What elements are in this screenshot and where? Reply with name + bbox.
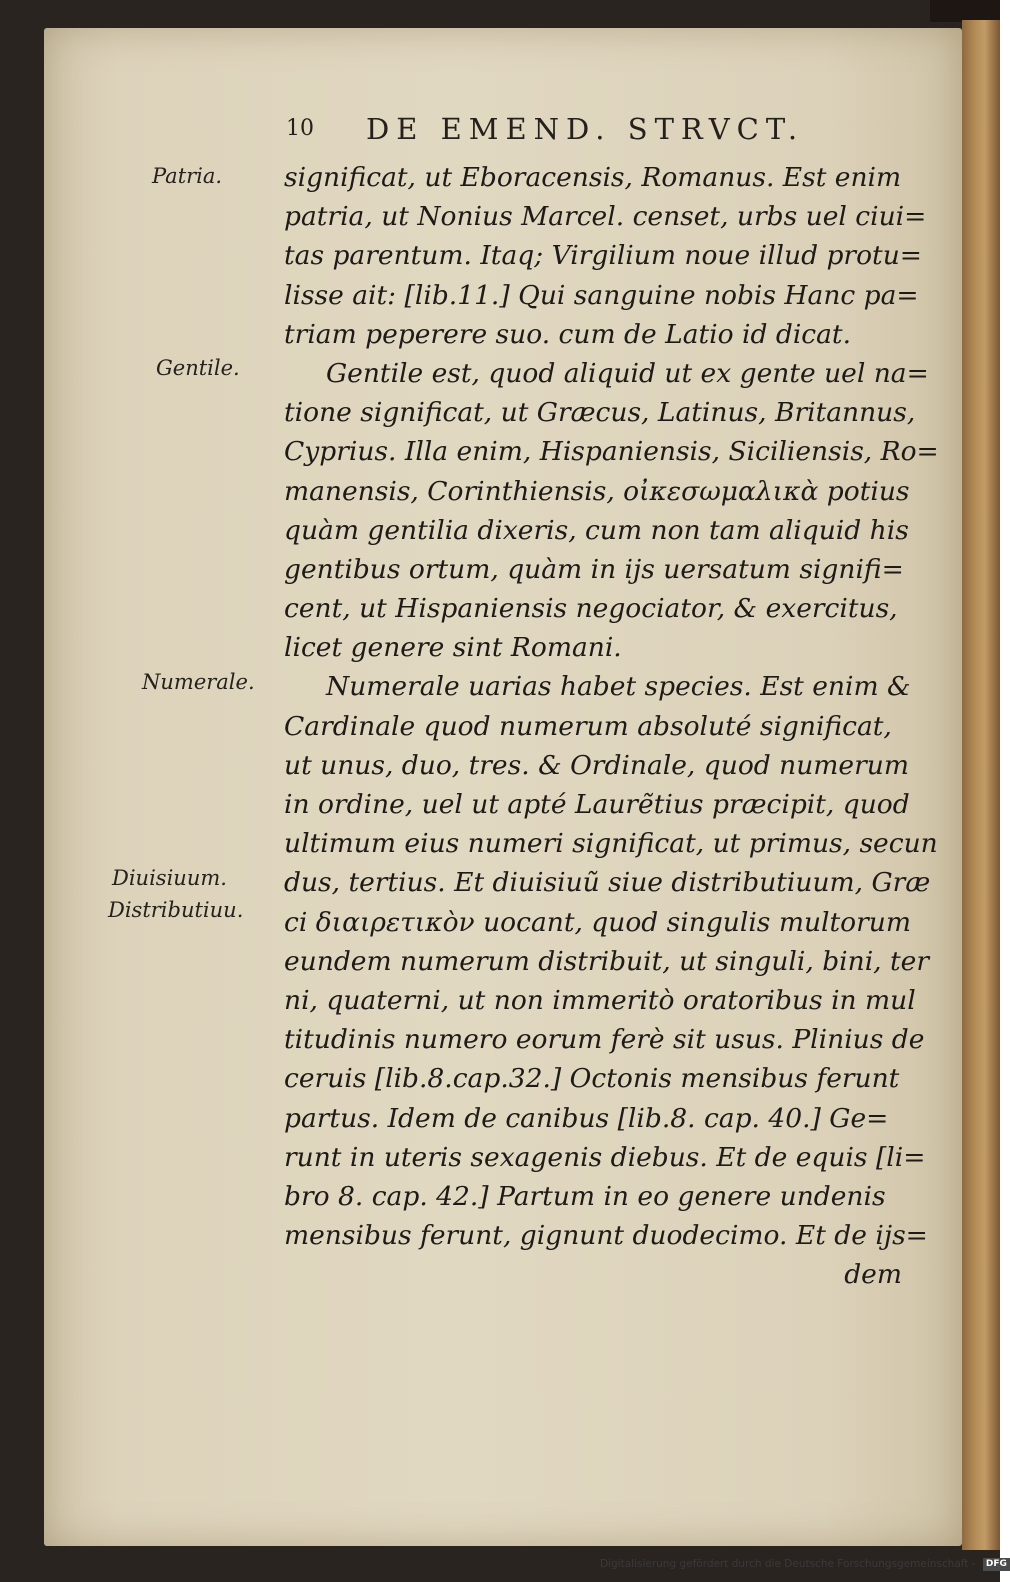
credit-text: Digitalisierung gefördert durch die Deutsche Forschungsgemeinschaft - — [600, 1558, 976, 1570]
text-line: bro 8. cap. 42.] Partum in eo genere undenis — [284, 1180, 886, 1212]
text-line: titudinis numero eorum ferè sit usus. Plinius de — [284, 1024, 925, 1056]
text-line: gentibus ortum, quàm in ijs uersatum signifi= — [284, 553, 904, 585]
book-page-edges — [962, 20, 1000, 1550]
margin-note-gentile: Gentile. — [156, 356, 240, 380]
text-line: runt in uteris sexagenis diebus. Et de equis [li= — [284, 1141, 926, 1173]
text-line: mensibus ferunt, gignunt duodecimo. Et de ijs= — [284, 1220, 928, 1252]
page-number: 10 — [286, 116, 314, 141]
margin-note-numerale: Numerale. — [142, 670, 255, 694]
text-line: eundem numerum distribuit, ut singuli, bini, ter — [284, 945, 930, 977]
text-line: partus. Idem de canibus [lib.8. cap. 40.] Ge= — [284, 1102, 889, 1134]
text-line: cent, ut Hispaniensis negociator, & exercitus, — [284, 593, 898, 625]
text-line: Cardinale quod numerum absoluté significat, — [284, 710, 892, 742]
text-line: triam peperere suo. cum de Latio id dicat. — [284, 318, 852, 350]
text-line: quàm gentilia dixeris, cum non tam aliquid his — [284, 514, 909, 546]
page-top-shadow — [930, 0, 1000, 22]
text-line: tione significat, ut Græcus, Latinus, Britannus, — [284, 397, 916, 429]
margin-note-diuisiuum: Diuisiuum. — [112, 866, 227, 890]
text-line: ut unus, duo, tres. & Ordinale, quod numerum — [284, 749, 909, 781]
text-line: ci διαιρετικὸν uocant, quod singulis multorum — [284, 906, 911, 938]
text-line: Cyprius. Illa enim, Hispaniensis, Siciliensis, Ro= — [284, 436, 939, 468]
text-line: Numerale uarias habet species. Est enim & — [326, 671, 911, 703]
digitization-credit — [600, 1552, 1007, 1576]
text-line: ultimum eius numeri significat, ut primus, secun — [284, 828, 938, 860]
text-line: licet genere sint Romani. — [284, 632, 622, 664]
text-line: Gentile est, quod aliquid ut ex gente uel na= — [326, 357, 929, 389]
body-text — [284, 158, 939, 1294]
margin-note-patria: Patria. — [152, 164, 223, 188]
text-line: manensis, Corinthiensis, οἰκεσωμαλικὰ potius — [284, 475, 910, 507]
text-line: tas parentum. Itaq; Virgilium noue illud protu= — [284, 240, 922, 272]
text-line: patria, ut Nonius Marcel. censet, urbs uel ciui= — [284, 201, 927, 233]
text-line: significat, ut Eboracensis, Romanus. Est enim — [284, 162, 902, 193]
dfg-logo: DFG — [983, 1558, 1010, 1571]
page-header — [286, 108, 846, 152]
text-line: dus, tertius. Et diuisiuũ siue distributiuum, Græ — [284, 867, 931, 899]
text-line: ni, quaterni, ut non immeritò oratoribus in mul — [284, 984, 916, 1016]
catchword: dem — [844, 1259, 902, 1291]
running-head: DE EMEND. STRVCT. — [366, 112, 805, 146]
margin-note-distributiuum: Distributiuu. — [108, 898, 244, 922]
text-line: lisse ait: [lib.11.] Qui sanguine nobis Hanc pa= — [284, 279, 919, 311]
text-line: ceruis [lib.8.cap.32.] Octonis mensibus ferunt — [284, 1063, 900, 1095]
text-line: in ordine, uel ut apté Laurẽtius præcipit, quod — [284, 789, 910, 820]
